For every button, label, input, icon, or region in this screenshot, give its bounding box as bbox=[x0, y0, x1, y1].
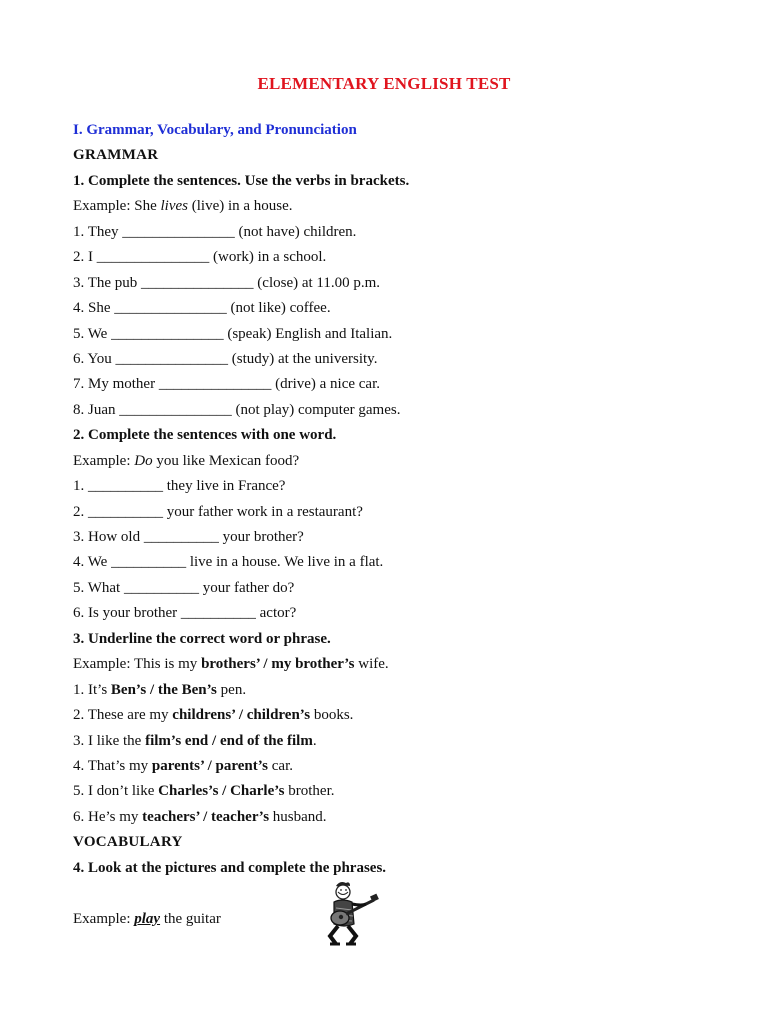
test-content bbox=[73, 118, 713, 881]
q2-example bbox=[73, 449, 713, 474]
q1-instruction: 1. Complete the sentences. Use the verbs in brackets. bbox=[73, 172, 410, 189]
q3-item bbox=[73, 729, 713, 754]
example-word: play bbox=[134, 911, 161, 927]
example-suffix: (live) in a house. bbox=[187, 198, 293, 215]
q2-item: 4. We __________ live in a house. We live in a flat. bbox=[73, 554, 384, 571]
example-prefix: Example: bbox=[73, 452, 135, 469]
item-choice: Ben’s / the Ben’s bbox=[110, 681, 217, 698]
item-prefix: 5. I don’t like bbox=[73, 783, 159, 800]
q1-item: 3. The pub _______________ (close) at 11.00 p.m. bbox=[73, 274, 381, 291]
q4-instruction: 4. Look at the pictures and complete the phrases. bbox=[73, 859, 387, 876]
item-prefix: 3. I like the bbox=[73, 732, 146, 749]
example-prefix: Example: She bbox=[73, 198, 161, 215]
q2-item: 3. How old __________ your brother? bbox=[73, 529, 304, 545]
q2-item: 5. What __________ your father do? bbox=[73, 579, 295, 596]
example-suffix: wife. bbox=[354, 656, 389, 673]
q1-item: 5. We _______________ (speak) English and Italian. bbox=[73, 325, 393, 342]
example-suffix: you like Mexican food? bbox=[152, 452, 300, 469]
example-word: Do bbox=[134, 452, 153, 469]
q1-item: 4. She _______________ (not like) coffee. bbox=[73, 300, 331, 317]
item-choice: parents’ / parent’s bbox=[151, 757, 269, 774]
guitar-player-icon bbox=[316, 880, 380, 948]
item-choice: teachers’ / teacher’s bbox=[142, 808, 270, 825]
q3-item bbox=[73, 754, 713, 779]
vocabulary-heading: VOCABULARY bbox=[73, 834, 183, 851]
item-suffix: car. bbox=[268, 757, 293, 774]
test-title: ELEMENTARY ENGLISH TEST bbox=[257, 74, 511, 93]
q2-item: 1. __________ they live in France? bbox=[73, 478, 286, 495]
q3-item bbox=[73, 703, 713, 728]
item-prefix: 2. These are my bbox=[73, 707, 173, 724]
item-suffix: brother. bbox=[284, 783, 335, 800]
example-suffix: the guitar bbox=[160, 911, 221, 927]
q1-item: 8. Juan _______________ (not play) computer games. bbox=[73, 401, 401, 418]
q1-item: 6. You _______________ (study) at the university. bbox=[73, 350, 378, 367]
q3-example bbox=[73, 652, 713, 677]
grammar-heading: GRAMMAR bbox=[73, 147, 159, 164]
item-suffix: . bbox=[312, 732, 317, 749]
item-choice: childrens’ / children’s bbox=[172, 707, 311, 724]
item-suffix: husband. bbox=[269, 808, 327, 825]
item-choice: film’s end / end of the film bbox=[145, 732, 313, 749]
example-choice: brothers’ / my brother’s bbox=[201, 656, 355, 673]
item-prefix: 6. He’s my bbox=[73, 808, 143, 825]
item-suffix: pen. bbox=[216, 681, 247, 698]
q2-instruction: 2. Complete the sentences with one word. bbox=[73, 427, 337, 444]
item-choice: Charles’s / Charle’s bbox=[158, 783, 285, 800]
q1-item: 1. They _______________ (not have) children. bbox=[73, 223, 357, 240]
example-prefix: Example: bbox=[73, 911, 135, 927]
q1-item: 2. I _______________ (work) in a school. bbox=[73, 249, 327, 266]
section-heading: I. Grammar, Vocabulary, and Pronunciation bbox=[73, 122, 357, 138]
q2-item: 2. __________ your father work in a restaurant? bbox=[73, 503, 363, 520]
q1-item: 7. My mother _______________ (drive) a nice car. bbox=[73, 376, 381, 393]
q3-item bbox=[73, 779, 713, 804]
q3-item bbox=[73, 805, 713, 830]
q1-example bbox=[73, 194, 713, 219]
q4-example bbox=[73, 907, 221, 932]
q2-item: 6. Is your brother __________ actor? bbox=[73, 605, 297, 622]
item-prefix: 1. It’s bbox=[73, 681, 111, 698]
q3-item bbox=[73, 678, 713, 703]
item-suffix: books. bbox=[310, 707, 354, 724]
item-prefix: 4. That’s my bbox=[73, 757, 152, 774]
example-prefix: Example: This is my bbox=[73, 656, 202, 673]
q3-instruction: 3. Underline the correct word or phrase. bbox=[73, 630, 331, 647]
example-word: lives bbox=[160, 198, 188, 215]
